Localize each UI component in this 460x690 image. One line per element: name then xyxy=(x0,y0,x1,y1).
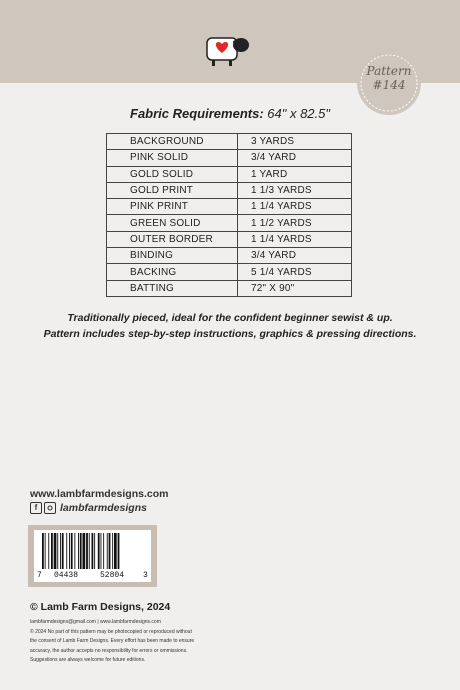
fabric-requirements-table xyxy=(106,133,352,297)
fine-print xyxy=(30,618,270,666)
table-row xyxy=(107,215,352,231)
fine-print-line: lambfarmdesigns@gmail.com | www.lambfarmdesigns.com xyxy=(30,619,161,625)
facebook-icon[interactable]: f xyxy=(30,502,42,514)
table-row xyxy=(107,182,352,198)
sheep-heart-logo-icon xyxy=(203,33,253,69)
pattern-description: Traditionally pieced, ideal for the confident beginner sewist & up. Pattern includes step-by-step instructions, graphics & pressing directions. xyxy=(43,312,417,340)
copyright-notice: © Lamb Farm Designs, 2024 xyxy=(30,601,171,613)
barcode-bars-icon xyxy=(34,530,151,582)
fabric-item: GREEN SOLID xyxy=(107,215,238,231)
table-row xyxy=(107,134,352,150)
social-links xyxy=(30,501,147,515)
fine-print-line: Suggestions are always welcome for future editions. xyxy=(30,657,146,663)
pattern-number: Pattern #144 xyxy=(366,64,412,92)
barcode xyxy=(34,530,151,582)
fabric-requirements-title: Fabric Requirements: 64" x 82.5" xyxy=(130,106,330,121)
fabric-amount: 1 1/4 YARDS xyxy=(238,231,352,247)
barcode-digit-lead: 7 xyxy=(37,571,42,580)
fabric-amount: 3/4 YARD xyxy=(238,248,352,264)
fine-print-line: © 2024 No part of this pattern may be photocopied or reproduced without xyxy=(30,628,192,635)
table-row xyxy=(107,150,352,166)
fabric-item: PINK SOLID xyxy=(107,150,238,166)
fine-print-line: accuracy, the author accepts no responsibility for errors or ommissions. xyxy=(30,647,188,654)
fabric-item: BATTING xyxy=(107,280,238,296)
table-row xyxy=(107,199,352,215)
fabric-item: OUTER BORDER xyxy=(107,231,238,247)
fabric-item: BACKGROUND xyxy=(107,134,238,150)
fabric-amount: 3 YARDS xyxy=(238,134,352,150)
instagram-icon[interactable] xyxy=(44,502,56,514)
fabric-item: GOLD SOLID xyxy=(107,166,238,182)
table-row xyxy=(107,248,352,264)
fabric-amount: 72" X 90" xyxy=(238,280,352,296)
fabric-amount: 5 1/4 YARDS xyxy=(238,264,352,280)
fabric-item: BACKING xyxy=(107,264,238,280)
social-handle[interactable]: lambfarmdesigns xyxy=(60,502,147,514)
table-row xyxy=(107,280,352,296)
barcode-digits-right: 52804 xyxy=(100,571,125,580)
barcode-digit-check: 3 xyxy=(143,571,148,580)
fine-print-line: the consent of Lamb Farm Designs. Every effort has been made to ensure xyxy=(30,638,195,644)
fabric-item: PINK PRINT xyxy=(107,199,238,215)
fabric-amount: 3/4 YARD xyxy=(238,150,352,166)
fabric-amount: 1 1/3 YARDS xyxy=(238,182,352,198)
barcode-digits-left: 04438 xyxy=(54,571,79,580)
table-row xyxy=(107,166,352,182)
table-row xyxy=(107,264,352,280)
fabric-item: BINDING xyxy=(107,248,238,264)
website-link[interactable]: www.lambfarmdesigns.com xyxy=(30,488,169,500)
fabric-amount: 1 1/4 YARDS xyxy=(238,199,352,215)
fabric-amount: 1 YARD xyxy=(238,166,352,182)
table-row xyxy=(107,231,352,247)
fabric-amount: 1 1/2 YARDS xyxy=(238,215,352,231)
fabric-item: GOLD PRINT xyxy=(107,182,238,198)
